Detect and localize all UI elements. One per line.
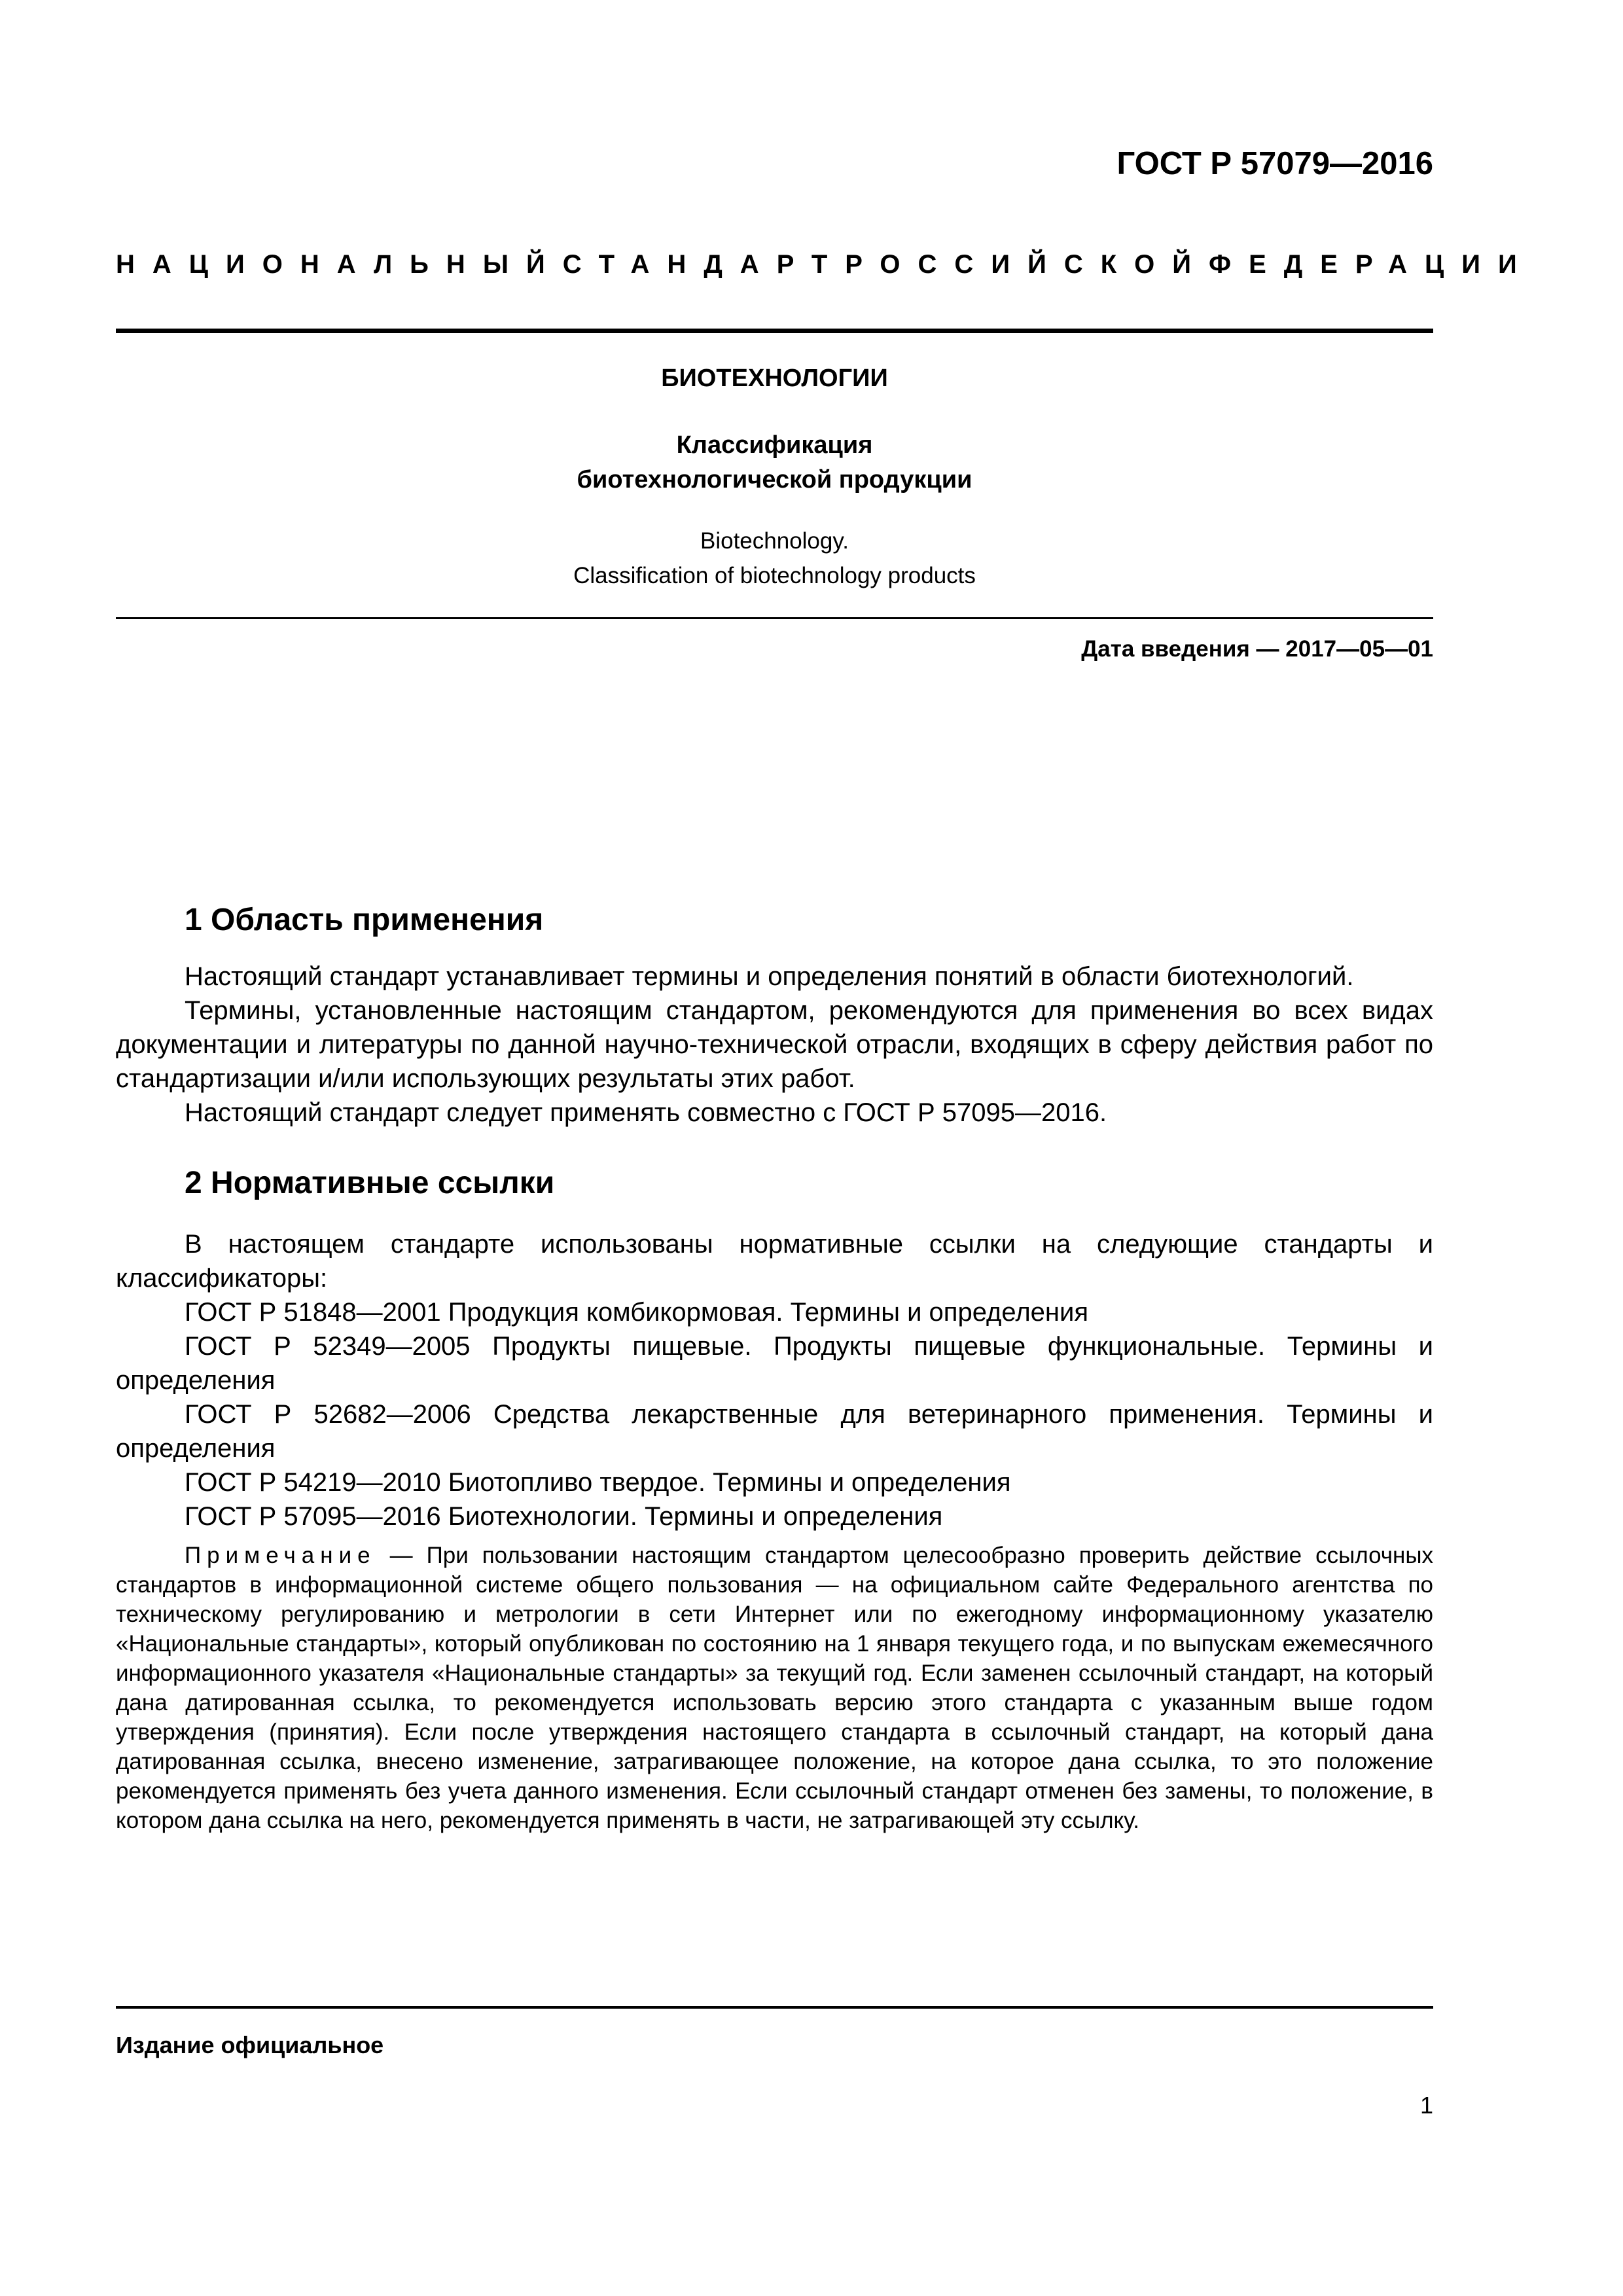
section-1-paragraph: Настоящий стандарт следует применять совместно с ГОСТ Р 57095—2016. [185,1098,1107,1127]
english-title-line-2: Classification of biotechnology products [573,563,976,588]
national-standard-word: СТАНДАРТ [562,250,846,279]
subtitle-line-1: Классификация [676,431,873,459]
national-standard-word: ФЕДЕРАЦИИ [1208,250,1535,279]
section-1-heading: 1 Область применения [185,903,544,937]
english-title [116,524,1433,593]
standard-number: ГОСТ Р 57079—2016 [1116,146,1433,181]
footer-rule [116,2006,1433,2009]
section-2-body [116,1227,1433,1534]
english-title-line-1: Biotechnology. [700,528,849,554]
section-2-heading: 2 Нормативные ссылки [185,1166,555,1200]
note-text: — При пользовании настоящим стандартом целесообразно проверить действие ссылочных стандартов в информационной системе общего пользования — на официальном сайте Федерального агентства по техническому регулированию и метрологии в сети Интернет или по ежегодному информационному указателю «Национальные стандарты», который опубликован по состоянию на 1 января текущего года, и по выпускам ежемесячного информационного указателя «Национальные стандарты» за текущий год. Если заменен ссылочный стандарт, на который дана датированная ссылка, то рекомендуется использовать версию этого стандарта с указанным выше годом утверждения (принятия). Если после утверждения настоящего стандарта в ссылочный стандарт, на который дана датированная ссылка, внесено изменение, затрагивающее положение, на которое дана ссылка, то это положение рекомендуется применять без учета данного изменения. Если ссылочный стандарт отменен без замены, то положение, в котором дана ссылка на него, рекомендуется применять в части, не затрагивающей эту ссылку. [116,1543,1433,1833]
reference-item: ГОСТ Р 52349—2005 Продукты пищевые. Продукты пищевые функциональные. Термины и определения [116,1332,1433,1395]
header-rule [116,329,1433,333]
document-title: БИОТЕХНОЛОГИИ [661,365,888,392]
section-1-paragraph: Настоящий стандарт устанавливает термины и определения понятий в области биотехнологий. [185,962,1354,991]
page-number: 1 [1419,2092,1433,2119]
section-1-body [116,960,1433,1130]
national-standard-word: НАЦИОНАЛЬНЫЙ [116,250,563,279]
reference-item: ГОСТ Р 54219—2010 Биотопливо твердое. Термины и определения [185,1468,1011,1497]
note-block [116,1541,1433,1835]
note-label: Примечание [185,1543,376,1568]
reference-item: ГОСТ Р 51848—2001 Продукция комбикормовая. Термины и определения [185,1298,1088,1327]
national-standard-banner [116,250,1535,279]
document-subtitle [116,428,1433,497]
national-standard-word: РОССИЙСКОЙ [845,250,1209,279]
reference-item: ГОСТ Р 57095—2016 Биотехнологии. Термины и определения [185,1502,943,1531]
edition-label: Издание официальное [116,2032,384,2058]
subtitle-line-2: биотехнологической продукции [577,466,972,493]
reference-item: ГОСТ Р 52682—2006 Средства лекарственные для ветеринарного применения. Термины и определения [116,1400,1433,1463]
introduction-date: Дата введения — 2017—05—01 [1081,636,1433,662]
section-2-intro: В настоящем стандарте использованы нормативные ссылки на следующие стандарты и классификаторы: [116,1230,1433,1293]
section-1-paragraph: Термины, установленные настоящим стандартом, рекомендуются для применения во всех видах документации и литературы по данной научно-технической отрасли, входящих в сферу действия работ по стандартизации и/или использующих результаты этих работ. [116,996,1433,1093]
title-rule [116,617,1433,619]
